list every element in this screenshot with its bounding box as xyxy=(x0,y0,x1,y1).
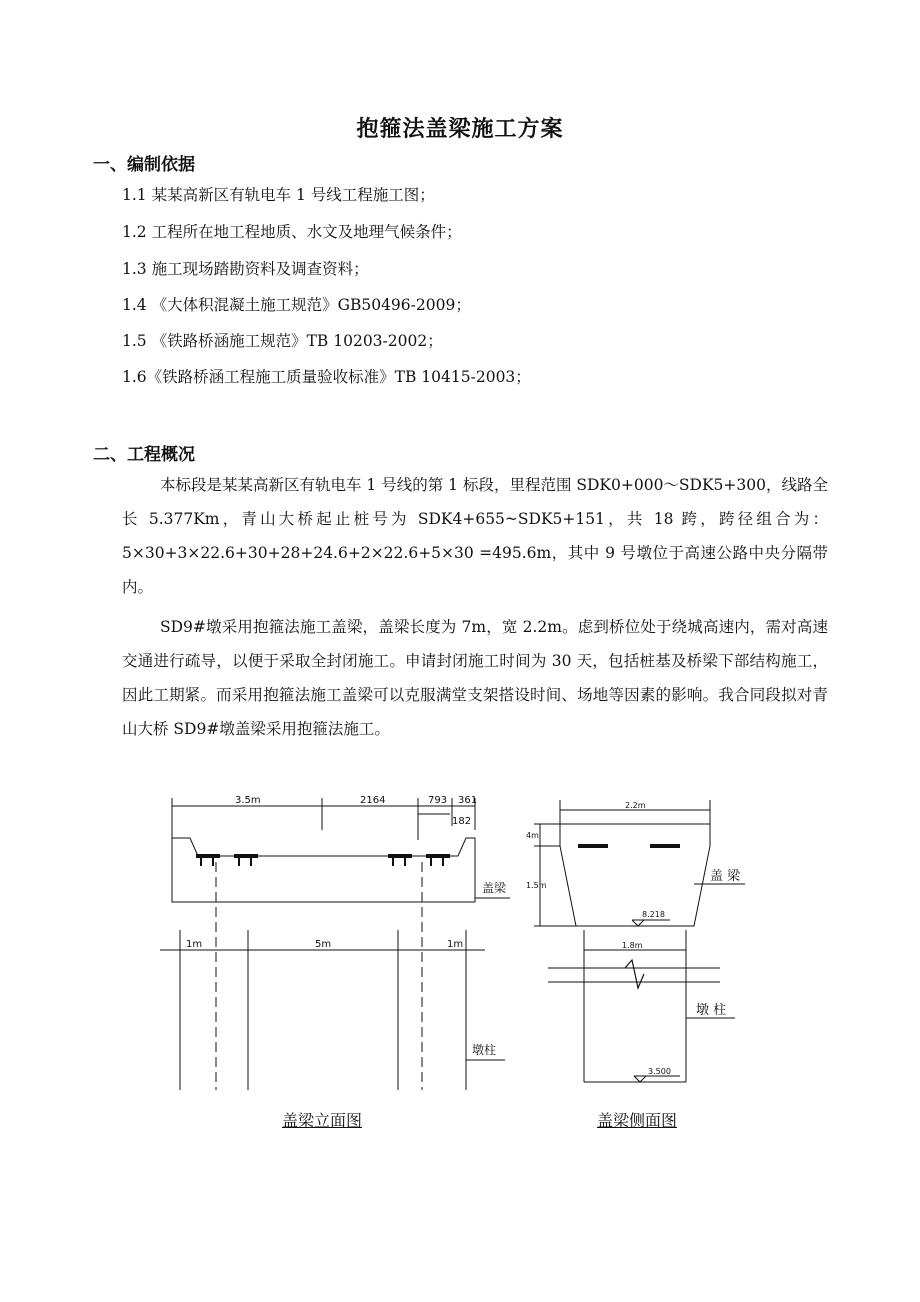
basis-item-5: 1.5 《铁路桥涵施工规范》TB 10203-2002； xyxy=(122,332,443,350)
overview-paragraph-1: 本标段是某某高新区有轨电车 1 号线的第 1 标段，里程范围 SDK0+000～SDK5+300，线路全长 5.377Km，青山大桥起止桩号为 SDK4+655~SDK5+151，共 18 跨，跨径组合为：5×30+3×22.6+30+28+24.6+2×22.6+5×30 =495.6m，其中 9 号墩位于高速公路中央分隔带内。 xyxy=(122,476,828,596)
section1-heading: 一、编制依据 xyxy=(93,155,195,175)
side-label-column: 墩 柱 xyxy=(696,1003,727,1018)
dim-width-2-2m: 2.2m xyxy=(625,801,646,810)
doc-title: 抱箍法盖梁施工方案 xyxy=(356,116,564,142)
basis-item-6: 1.6《铁路桥涵工程施工质量验收标准》TB 10415-2003； xyxy=(122,368,531,386)
dim-height-1-5m: 1.5m xyxy=(526,881,547,890)
side-drawing xyxy=(520,790,760,1095)
section2-heading: 二、工程概况 xyxy=(93,445,195,465)
dim-361: 361 xyxy=(458,795,478,806)
elevation-drawing xyxy=(150,790,520,1095)
dim-col-1-8m: 1.8m xyxy=(622,941,643,950)
side-label-beam: 盖 梁 xyxy=(710,869,741,884)
dim-793: 793 xyxy=(428,795,448,806)
overview-paragraph-2: SD9#墩采用抱箍法施工盖梁，盖梁长度为 7m，宽 2.2m。虑到桥位处于绕城高速内，需对高速交通进行疏导，以便于采取全封闭施工。申请封闭施工时间为 30 天，包括桩基及桥梁下部结构施工，因此工期紧。而采用抱箍法施工盖梁可以克服满堂支架搭设时间、场地等因素的影响。我合同段拟对青山大桥 SD9#墩盖梁采用抱箍法施工。 xyxy=(122,618,828,738)
side-caption: 盖梁侧面图 xyxy=(597,1111,678,1130)
basis-item-3: 1.3 施工现场踏勘资料及调查资料； xyxy=(122,260,369,278)
label-column: 墩柱 xyxy=(472,1043,497,1057)
dim-3-5m: 3.5m xyxy=(235,795,261,806)
basis-item-4: 1.4 《大体积混凝土施工规范》GB50496-2009； xyxy=(122,296,471,314)
dim-small-4m: 4m xyxy=(526,831,539,840)
elev-bottom: 3.500 xyxy=(648,1067,671,1076)
dim-1m-right: 1m xyxy=(447,939,464,950)
dim-2164: 2164 xyxy=(360,795,386,806)
dim-182: 182 xyxy=(452,816,472,827)
basis-item-2: 1.2 工程所在地工程地质、水文及地理气候条件； xyxy=(122,223,462,241)
dim-5m: 5m xyxy=(315,939,332,950)
label-beam: 盖梁 xyxy=(482,881,507,895)
elevation-caption: 盖梁立面图 xyxy=(282,1111,363,1130)
dim-1m-left: 1m xyxy=(186,939,203,950)
elev-top: 8.218 xyxy=(642,910,665,919)
basis-item-1: 1.1 某某高新区有轨电车 1 号线工程施工图； xyxy=(122,186,435,204)
